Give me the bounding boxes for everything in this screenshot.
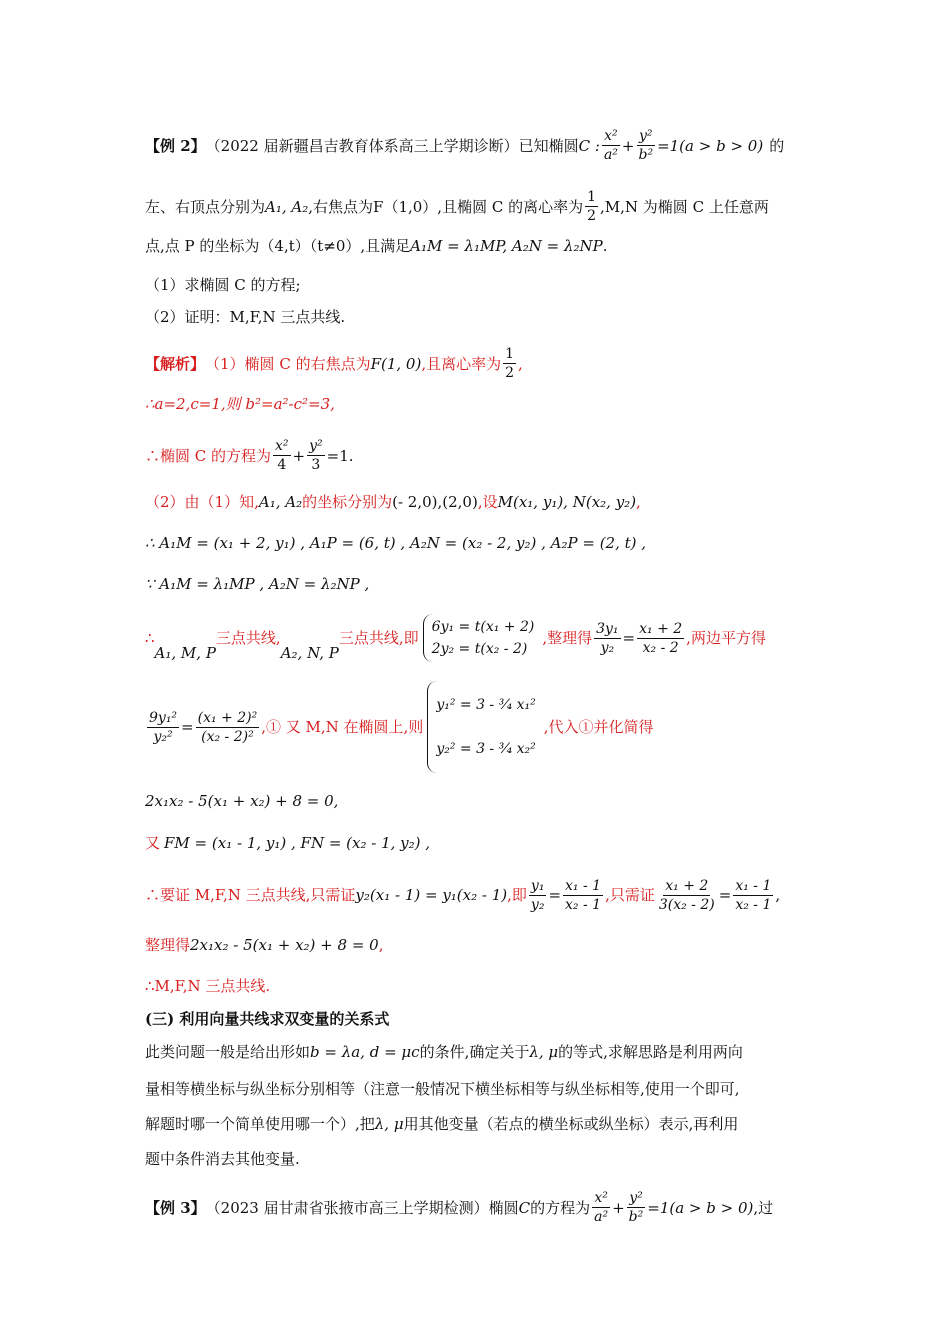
text-vertices: 左、右顶点分别为	[145, 197, 266, 216]
frac-x1m1-x2m1-b: $\frac{\text{x₁ - 1}}{\text{x₂ - 1}}$	[735, 877, 772, 913]
solution-line3: ∴椭圆 C 的方程为 $\frac{\text{x²}}{4}$ + $\frac{\text{y²}}{3}$ =1.	[145, 438, 354, 473]
frac-half: $\frac{1}{2}$	[587, 189, 597, 224]
example2-line1: 【例 2】 （2022 届新疆昌吉教育体系高三上学期诊断）已知椭圆 C : $\frac{\text{x²}}{\text{a²}}$ + $\frac{\text{y²}}{\text{b²}}$ =1(a > b > 0) 的	[145, 128, 785, 163]
section3-p1: 此类问题一般是给出形如 b = λa, d = μc 的条件,确定关于 λ, μ 的等式,求解思路是利用两向	[145, 1043, 743, 1061]
frac-squares: $\frac{\text{(x₁ + 2)²}}{\text{(x₂ - 2)²}}$	[197, 709, 258, 745]
system-collinear: 6y₁ = t(x₁ + 2) 2y₂ = t(x₂ - 2)	[423, 614, 539, 662]
text-focus: ,右焦点为	[308, 197, 374, 216]
frac-x1p2-3x2: $\frac{\text{x₁ + 2}}{\text{3(x₂ - 2)}}$	[658, 877, 715, 913]
math-focus: F（1,0）	[373, 197, 438, 216]
frac-ex3-x2-a2: $\frac{\text{x²}}{\text{a²}}$	[594, 1190, 609, 1225]
solution-line2: ∴a=2,c=1,则 b²=a²-c²=3,	[145, 395, 335, 413]
example3-line1: 【例 3】 （2023 届甘肃省张掖市高三上学期检测）椭圆 C 的方程为 $\frac{\text{x²}}{\text{a²}}$ + $\frac{\text{y²}}{\text{b²}}$ =1(a > b > 0) ,过	[145, 1190, 774, 1225]
frac-x1m1-x2m1: $\frac{\text{x₁ - 1}}{\text{x₂ - 1}}$	[565, 877, 602, 913]
example2-line2	[145, 189, 810, 224]
solution-line12: 整理得 2x₁x₂ - 5(x₁ + x₂) + 8 = 0 ,	[145, 936, 384, 954]
solution-line1: 【解析】 （1）椭圆 C 的右焦点为 F(1, 0) ,且离心率为 $\frac{1}{2}$ ,	[145, 346, 523, 381]
example2-line3: 点,点 P 的坐标为（4,t）（t≠0）,且满足 A₁M = λ₁MP, A₂N = λ₂NP .	[145, 237, 608, 255]
example2-de: 的	[769, 136, 785, 155]
text-eccentricity: ,且椭圆 C 的离心率为	[437, 197, 584, 216]
example3-tag: 【例 3】	[145, 1198, 206, 1217]
frac-half-2: $\frac{1}{2}$	[505, 346, 515, 381]
math-vector-condition: A₁M = λ₁MP, A₂N = λ₂NP	[410, 237, 603, 255]
frac-x1-x2: $\frac{\text{x₁ + 2}}{\text{x₂ - 2}}$	[639, 620, 683, 656]
solution-line9: 2x₁x₂ - 5(x₁ + x₂) + 8 = 0,	[145, 792, 339, 810]
solution-line10: 又 FM = (x₁ - 1, y₁) , FN = (x₂ - 1, y₂) ,	[145, 834, 431, 852]
solution-line6: ∵ A₁M = λ₁MP , A₂N = λ₂NP ,	[145, 575, 370, 593]
example2-tag: 【例 2】	[145, 136, 206, 155]
frac-3y1-y2: $\frac{\text{3y₁}}{\text{y₂}}$	[596, 620, 619, 656]
solution-line5: ∴ A₁M = (x₁ + 2, y₁) , A₁P = (6, t) , A₂N = (x₂ - 2, y₂) , A₂P = (2, t) ,	[145, 534, 647, 552]
system-ellipse: y₁² = 3 - ³⁄₄ x₁² y₂² = 3 - ³⁄₄ x₂²	[427, 681, 539, 773]
question-1: （1）求椭圆 C 的方程;	[145, 276, 301, 294]
section3-p3: 解题时哪一个简单使用哪一个）,把 λ, μ 用其他变量（若点的横坐标或纵坐标）表示,再利用	[145, 1115, 739, 1133]
frac-y2-b2: $\frac{\text{y²}}{\text{b²}}$	[638, 128, 654, 163]
frac-y2-3: $\frac{\text{y²}}{3}$	[309, 438, 323, 473]
solution-line4: （2）由（1）知, A₁, A₂ 的坐标分别为 (- 2,0),(2,0) ,设 M(x₁, y₁), N(x₂, y₂) ,	[145, 493, 641, 511]
frac-y1-y2: $\frac{\text{y₁}}{\text{y₂}}$	[530, 877, 545, 913]
question-2: （2）证明：M,F,N 三点共线.	[145, 308, 346, 326]
math-a1a2: A₁, A₂	[265, 197, 309, 216]
solution-conclusion: ∴M,F,N 三点共线.	[145, 977, 271, 995]
frac-9y1-y2: $\frac{\text{9y₁²}}{\text{y₂²}}$	[149, 709, 178, 745]
solution-line8: $\frac{\text{9y₁²}}{\text{y₂²}}$ = $\frac{\text{(x₁ + 2)²}}{\text{(x₂ - 2)²}}$ ,① 又 M,N 在椭圆上,则 y₁² = 3 - ³⁄₄ x₁² y₂² = 3 - ³⁄₄ x₂² ,代入①并化简得	[145, 682, 810, 772]
section3-p2: 量相等横坐标与纵坐标分别相等（注意一般情况下横坐标相等与纵坐标相等,使用一个即可,	[145, 1080, 740, 1098]
ellipse-label: C :	[578, 136, 600, 155]
frac-x2-a2: $\frac{\text{x²}}{\text{a²}}$	[603, 128, 618, 163]
section3-heading: (三) 利用向量共线求双变量的关系式	[145, 1010, 390, 1028]
solution-line7: ∴ A₁, M, P 三点共线, A₂, N, P 三点共线,即 6y₁ = t(x₁ + 2) 2y₂ = t(x₂ - 2) ,整理得 $\frac{\text{3y₁}}{\text{y₂}}$ = $\frac{\text{x₁ + 2}}{\text{x₂ - 2}}$ ,两边平方得	[145, 612, 810, 664]
ellipse-eq-rest: =1(a > b > 0)	[657, 136, 764, 155]
frac-x2-4: $\frac{\text{x²}}{4}$	[275, 438, 289, 473]
example2-source: （2022 届新疆昌吉教育体系高三上学期诊断）已知椭圆	[205, 136, 579, 155]
text-point-p: 点,点 P 的坐标为（4,t）（t≠0）,且满足	[145, 237, 411, 255]
text-mn: ,M,N 为椭圆 C 上任意两	[600, 197, 769, 216]
math-focus-point: F(1, 0)	[370, 354, 422, 373]
solution-tag: 【解析】	[145, 354, 206, 373]
solution-line11: ∴要证 M,F,N 三点共线,只需证 y₂(x₁ - 1) = y₁(x₂ - 1) ,即 $\frac{\text{y₁}}{\text{y₂}}$ = $\frac{\text{x₁ - 1}}{\text{x₂ - 1}}$ ,只需证 $\frac{\text{x₁ + 2}}{\text{3(x₂ - 2)}}$ = $\frac{\text{x₁ - 1}}{\text{x₂ - 1}}$ ,	[145, 877, 781, 913]
section3-p4: 题中条件消去其他变量.	[145, 1150, 300, 1168]
frac-ex3-y2-b2: $\frac{\text{y²}}{\text{b²}}$	[628, 1190, 644, 1225]
